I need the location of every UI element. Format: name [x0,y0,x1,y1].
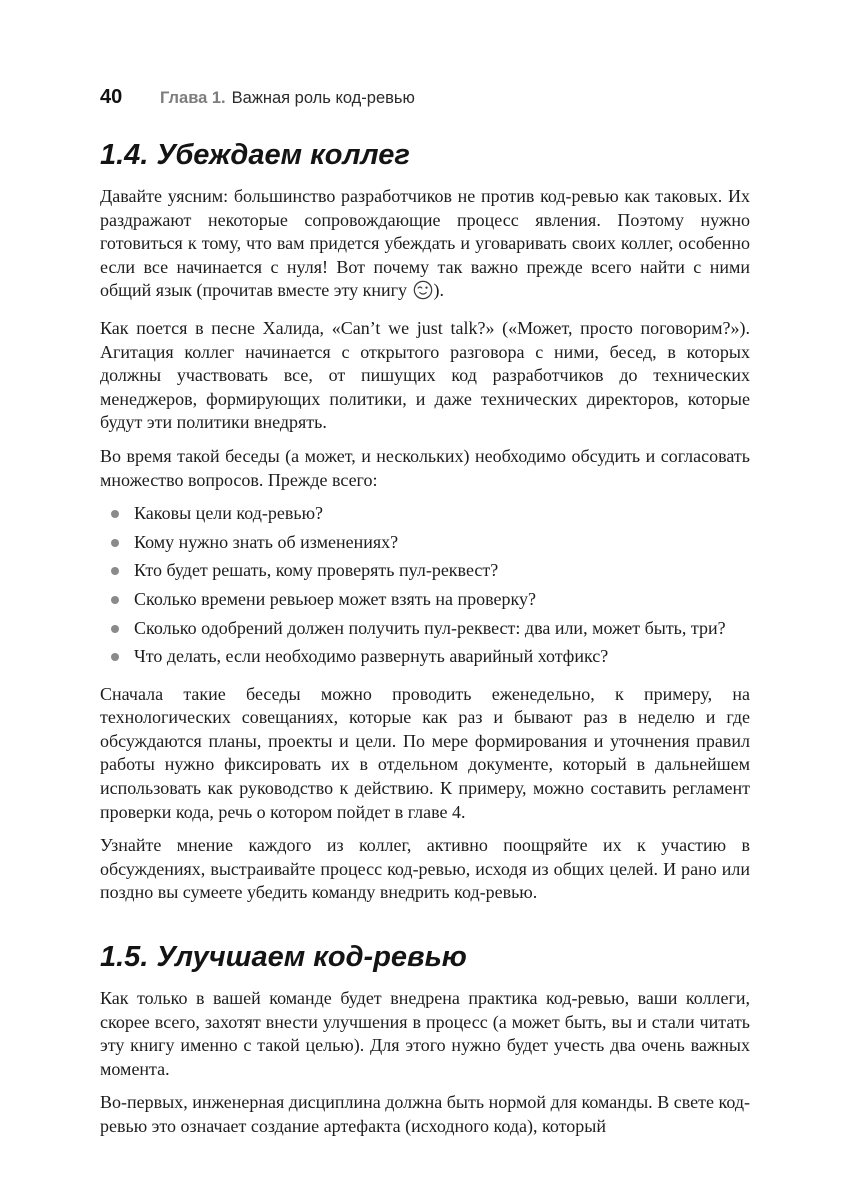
chapter-title: Важная роль код-ревью [231,89,415,107]
paragraph: Как поется в песне Халида, «Can’t we just talk?» («Может, просто поговорим?»). Агитация коллег начинается с открытого разговора с ними, бесед, в которых должны участвовать все, от пишущих код разработчиков до технических менеджеров, формирующих политики, и даже технических директоров, которые будут эти политики внедрять. [100,317,750,433]
paragraph-text: Давайте уясним: большинство разработчиков не против код-ревью как таковых. Их раздражают некоторые сопровождающие процесс явления. Поэтому нужно готовиться к тому, что вам придется убеждать и уговаривать своих коллег, особенно если все начинается с нуля! Вот почему так важно прежде всего найти с ними общий язык (прочитав вместе эту книгу [100,186,750,301]
paragraph: Сначала такие беседы можно проводить еженедельно, к примеру, на технологических совещаниях, которые как раз и бывают раз в неделю и где обсуждаются планы, проекты и цели. По мере формирования и уточнения правил работы нужно фиксировать их в отдельном документе, который в дальнейшем использовать как руководство к действию. К примеру, можно составить регламент проверки кода, речь о котором пойдет в главе 4. [100,683,750,822]
page-number: 40 [100,86,123,108]
bullet-icon [111,596,119,604]
wink-face-icon [413,280,433,307]
list-item-text: Сколько одобрений должен получить пул-реквест: два или, может быть, три? [134,617,726,638]
paragraph [100,185,750,307]
paragraph: Во время такой беседы (а может, и нескольких) необходимо обсудить и согласовать множество вопросов. Прежде всего: [100,445,750,490]
discussion-topics-list [100,502,750,669]
list-item [100,502,750,526]
paragraph: Узнайте мнение каждого из коллег, активно поощряйте их к участию в обсуждениях, выстраивайте процесс код-ревью, исходя из общих целей. И рано или поздно вы сумеете убедить команду внедрить код-ревью. [100,835,750,903]
paragraph: Во-первых, инженерная дисциплина должна быть нормой для команды. В свете код-ревью это означает создание артефакта (исходного кода), который [100,1092,750,1136]
section-heading-1-5: 1.5. Улучшаем код-ревью [100,941,467,974]
bullet-icon [111,567,119,575]
list-item-text: Сколько времени ревьюер может взять на проверку? [134,588,536,609]
list-item [100,559,750,583]
bullet-icon [111,510,119,518]
list-item [100,531,750,555]
bullet-icon [111,653,119,661]
chapter-label: Глава 1. [160,89,226,107]
list-item-text: Что делать, если необходимо развернуть аварийный хотфикс? [134,646,609,667]
bullet-icon [111,625,119,633]
paragraph-text: ). [433,280,445,301]
list-item-text: Каковы цели код-ревью? [134,503,324,524]
list-item [100,617,750,641]
list-item-text: Кто будет решать, кому проверять пул-реквест? [134,560,499,581]
list-item-text: Кому нужно знать об изменениях? [134,531,399,552]
list-item [100,588,750,612]
paragraph: Как только в вашей команде будет внедрена практика код-ревью, ваши коллеги, скорее всего, захотят внести улучшения в процесс (а может быть, вы и стали читать эту книгу именно с такой целью). Для этого нужно будет учесть два очень важных момента. [100,988,750,1079]
bullet-icon [111,539,119,547]
section-heading-1-4: 1.4. Убеждаем коллег [100,139,410,171]
list-item [100,645,750,669]
running-head [100,86,750,109]
